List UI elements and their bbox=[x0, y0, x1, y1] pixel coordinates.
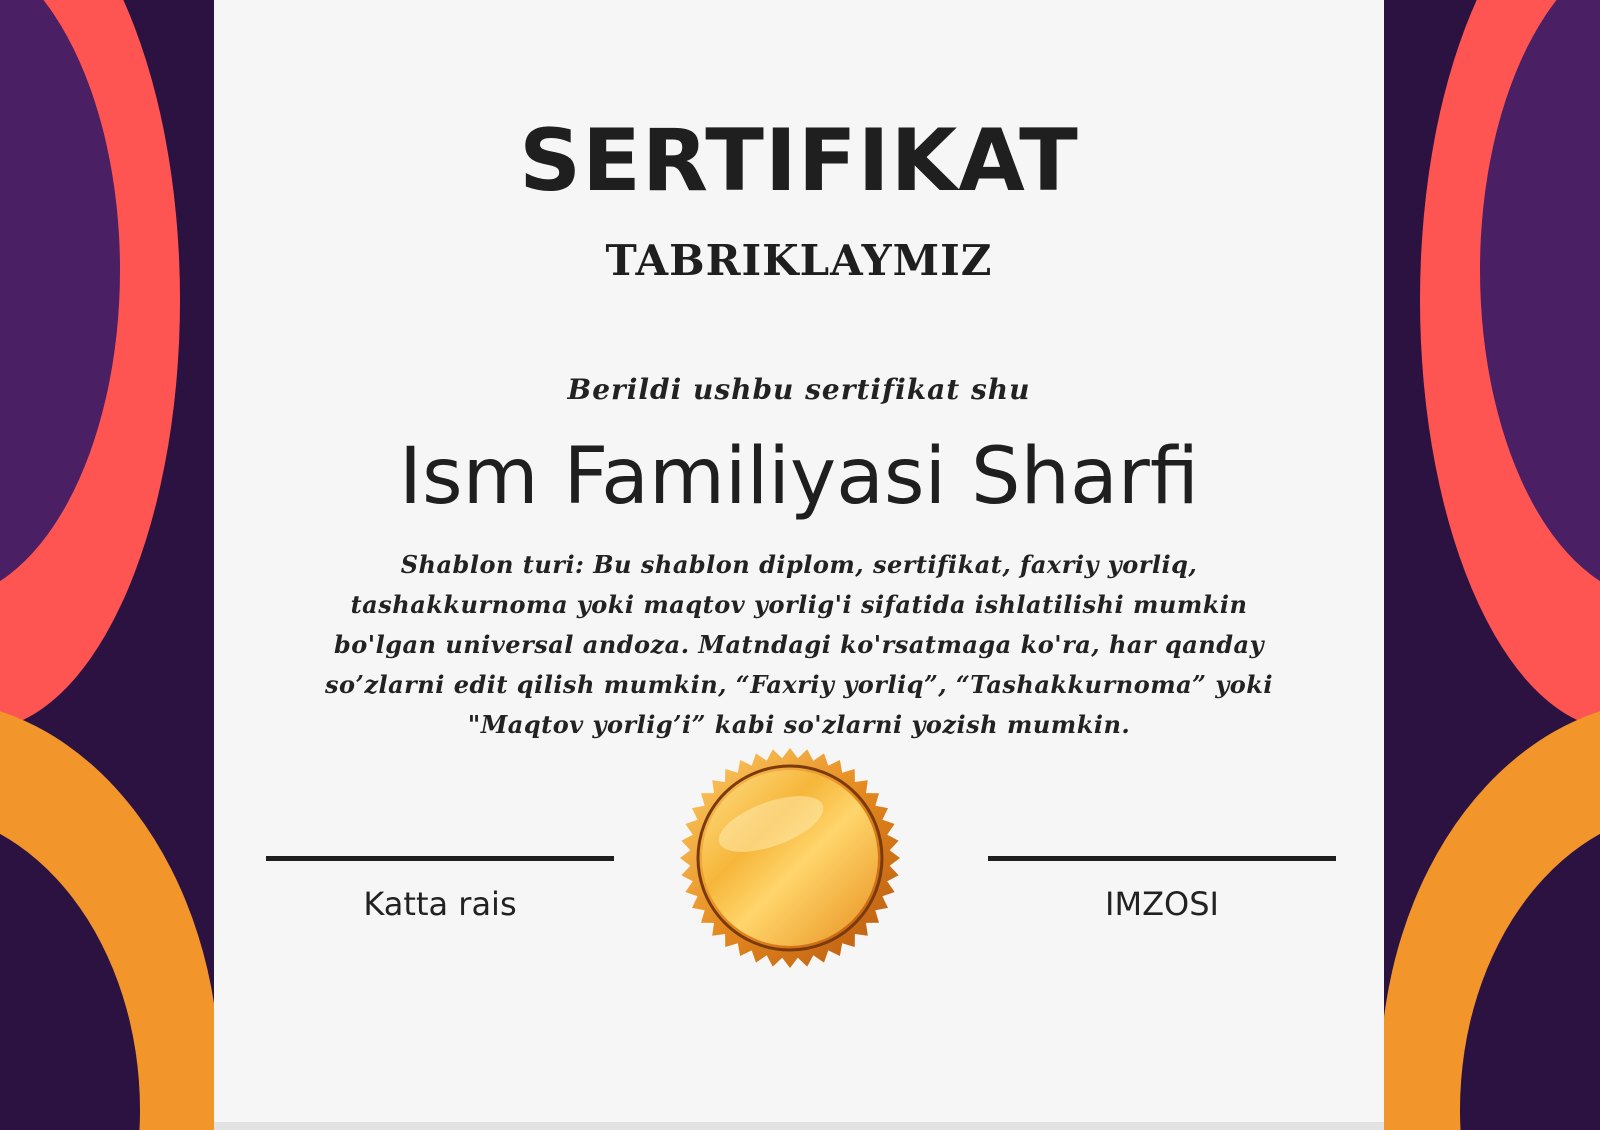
description-line: Shablon turi: Bu shablon diplom, sertifikat, faxriy yorliq, bbox=[400, 550, 1198, 579]
gold-seal-icon bbox=[676, 744, 904, 972]
certificate-intro: Berildi ushbu sertifikat shu bbox=[567, 373, 1031, 406]
description-line: so’zlarni edit qilish mumkin, “Faxriy yorliq”, “Tashakkurnoma” yoki bbox=[324, 670, 1274, 699]
description-line: "Maqtov yorlig’i” kabi so'zlarni yozish mumkin. bbox=[467, 710, 1131, 739]
recipient-name: Ism Familiyasi Sharfi bbox=[399, 432, 1199, 522]
description-line: tashakkurnoma yoki maqtov yorlig'i sifatida ishlatilishi mumkin bbox=[350, 590, 1248, 619]
bottom-strip bbox=[214, 1122, 1384, 1130]
signature-label-left: Katta rais bbox=[363, 885, 517, 923]
signature-line-right bbox=[988, 856, 1336, 861]
certificate-subtitle: TABRIKLAYMIZ bbox=[605, 236, 993, 285]
description-line: bo'lgan universal andoza. Matndagi ko'rsatmaga ko'ra, har qanday bbox=[333, 630, 1265, 659]
signature-label-right: IMZOSI bbox=[1105, 885, 1219, 923]
signature-line-left bbox=[266, 856, 614, 861]
certificate-description bbox=[324, 545, 1274, 745]
certificate-sheet bbox=[214, 0, 1384, 1122]
certificate-title: SERTIFIKAT bbox=[519, 111, 1079, 211]
